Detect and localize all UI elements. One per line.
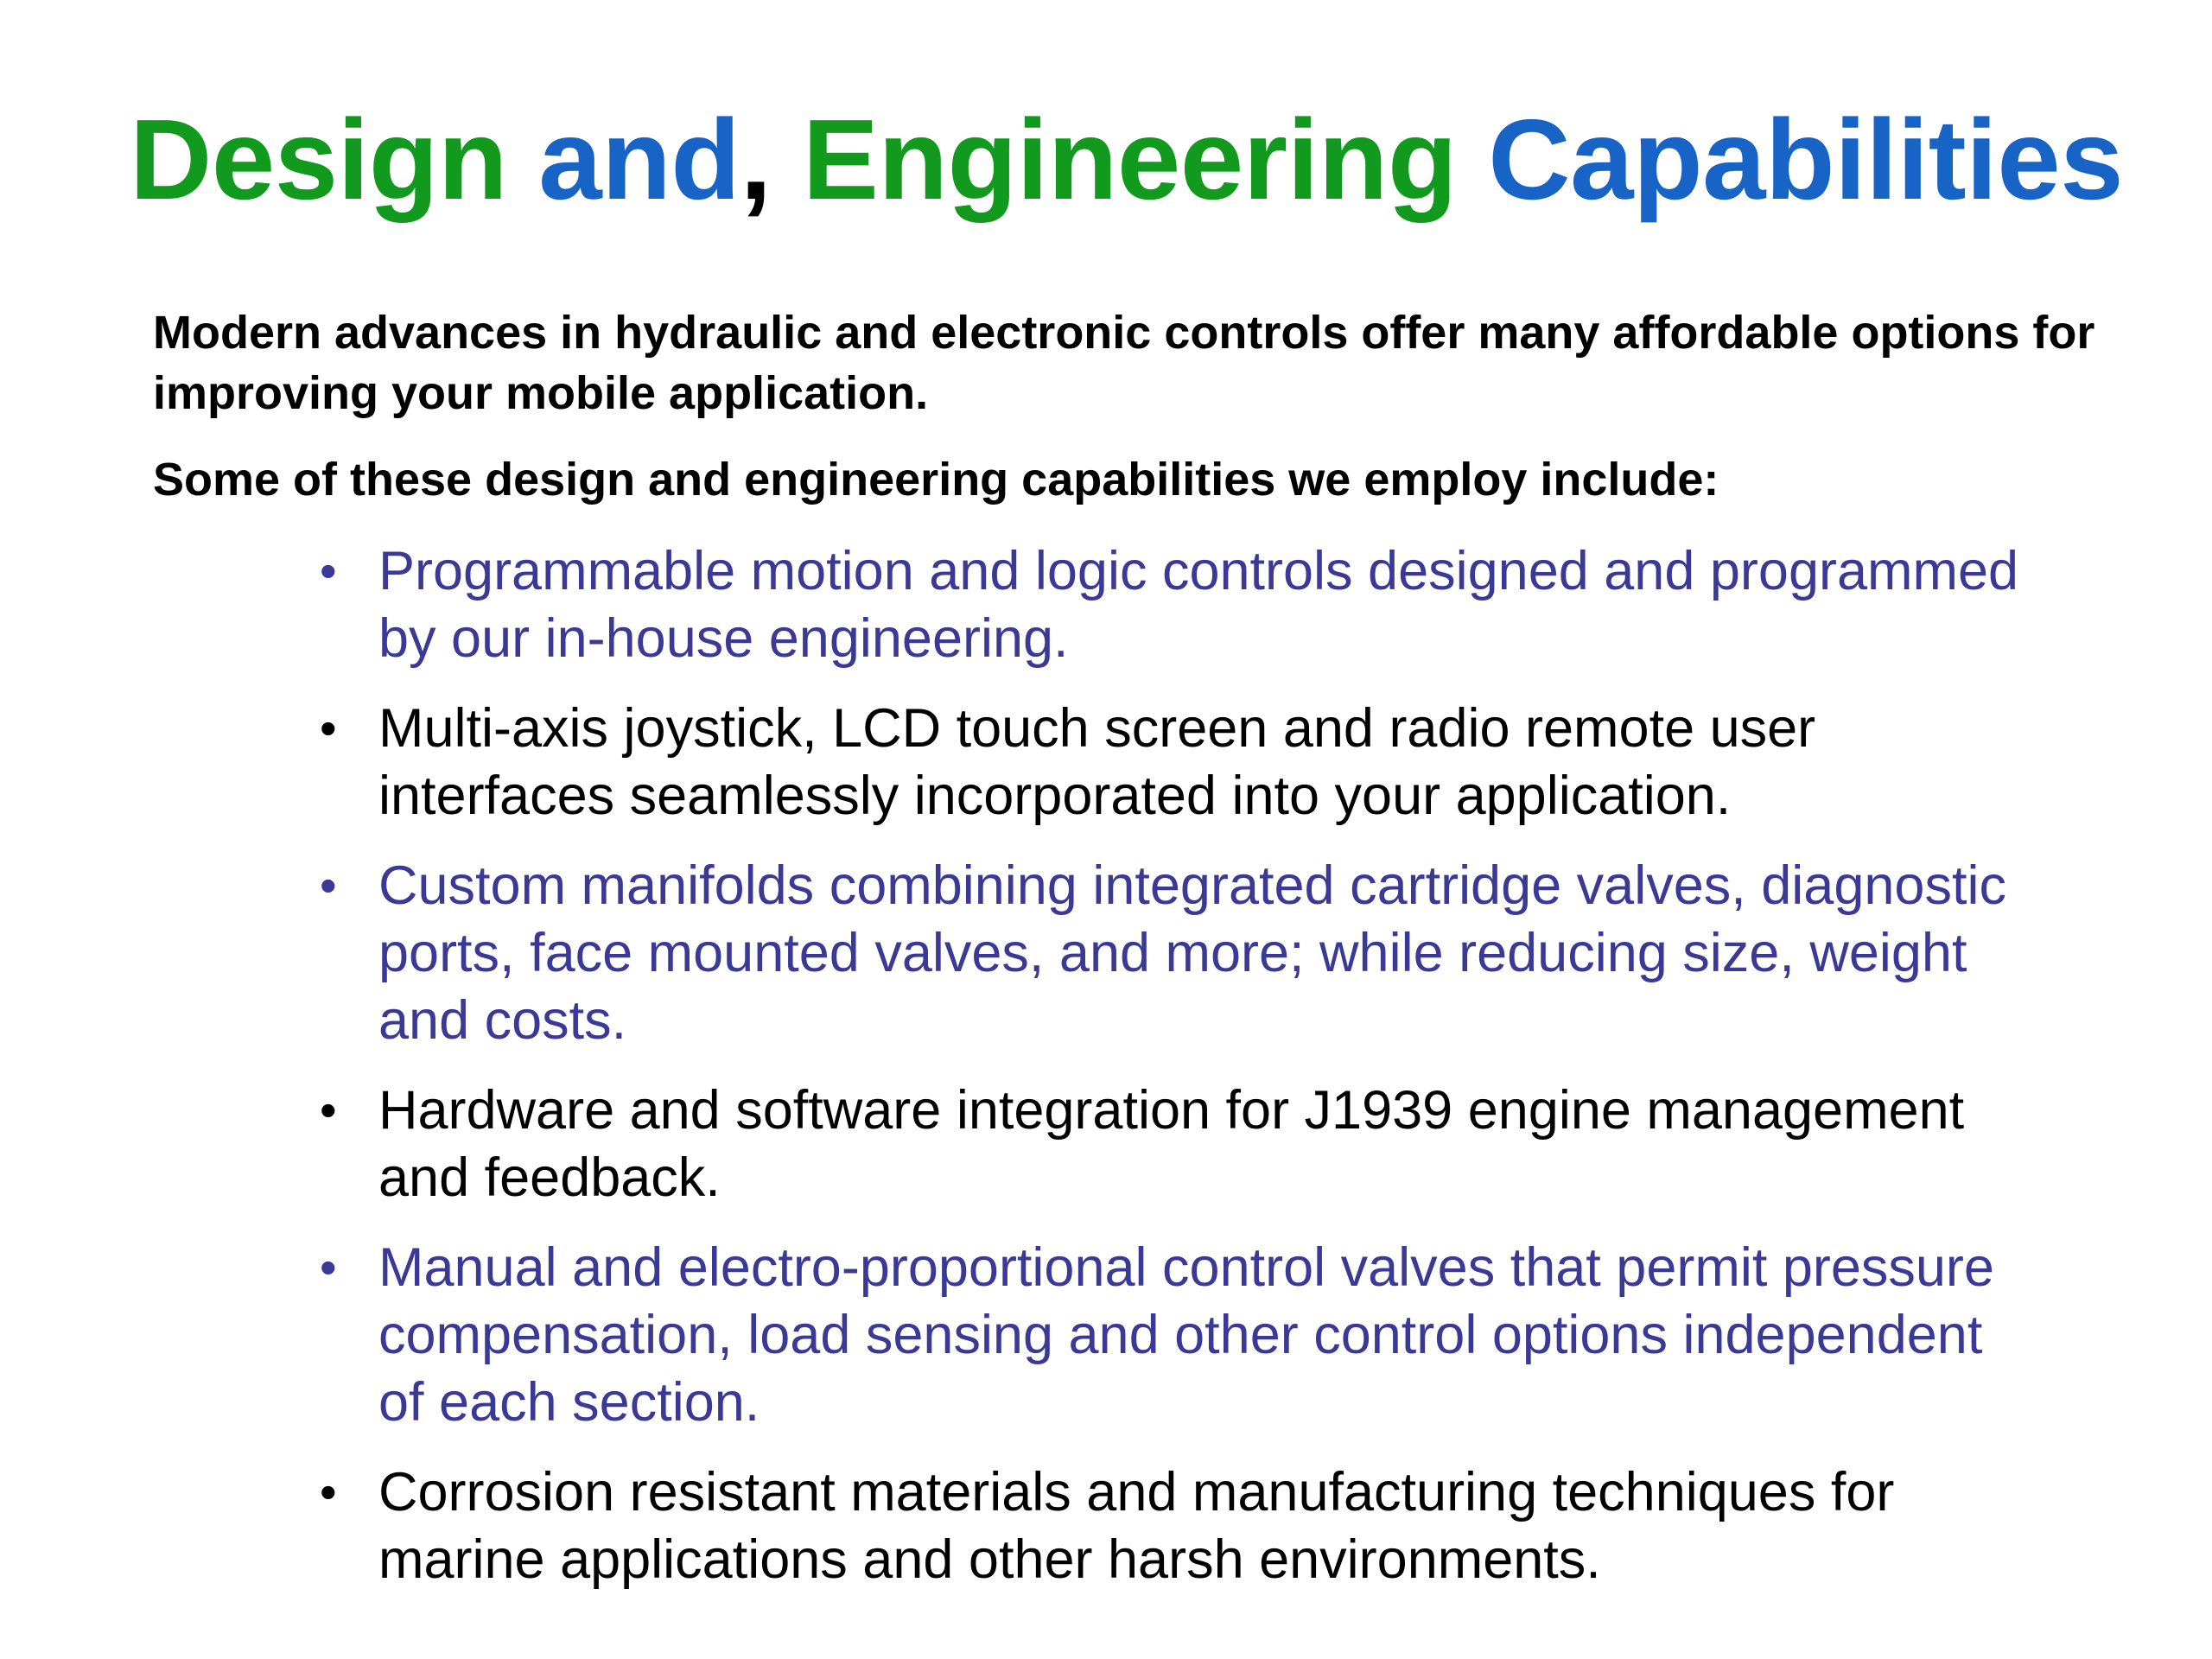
- list-item-text: Manual and electro-proportional control valves that permit pressure compensation, load sensing and other control options independent of each section.: [378, 1237, 1994, 1433]
- bullet-icon: •: [320, 1083, 337, 1137]
- list-item-text: Multi-axis joystick, LCD touch screen and radio remote user interfaces seamlessly incorporated into your application.: [378, 698, 1816, 826]
- list-item-text: Programmable motion and logic controls designed and programmed by our in-house engineering.: [378, 541, 2019, 669]
- bullet-icon: •: [320, 1240, 337, 1294]
- list-item-text: Corrosion resistant materials and manufacturing techniques for marine applications and other harsh environments.: [378, 1462, 1895, 1590]
- list-item: [320, 695, 2020, 830]
- title-part-engineering: Engineering: [802, 96, 1489, 223]
- intro-paragraph: Modern advances in hydraulic and electronic controls offer many affordable options for improving your mobile application.: [153, 307, 2095, 419]
- list-item: [320, 1459, 2020, 1593]
- list-item: [320, 1077, 2020, 1211]
- list-item-text: Custom manifolds combining integrated cartridge valves, diagnostic ports, face mounted valves, and more; while reducing size, weight and costs.: [378, 855, 2006, 1051]
- lead-paragraph: Some of these design and engineering capabilities we employ include:: [153, 454, 1719, 505]
- bullet-icon: •: [320, 543, 337, 598]
- slide-title: [130, 91, 2123, 229]
- bullet-icon: •: [320, 1465, 337, 1519]
- list-item-text: Hardware and software integration for J1939 engine management and feedback.: [378, 1080, 1965, 1208]
- bullet-icon: •: [320, 701, 337, 755]
- list-item: [320, 852, 2020, 1054]
- bullet-icon: •: [320, 858, 337, 912]
- title-part-design: Design: [130, 96, 539, 223]
- capabilities-list: [320, 537, 2048, 1616]
- title-part-comma: ,: [740, 96, 803, 223]
- list-item: [320, 1234, 2020, 1436]
- list-item: [320, 537, 2020, 672]
- title-part-and: and: [538, 96, 741, 223]
- title-part-capabilities: Capabilities: [1488, 96, 2124, 223]
